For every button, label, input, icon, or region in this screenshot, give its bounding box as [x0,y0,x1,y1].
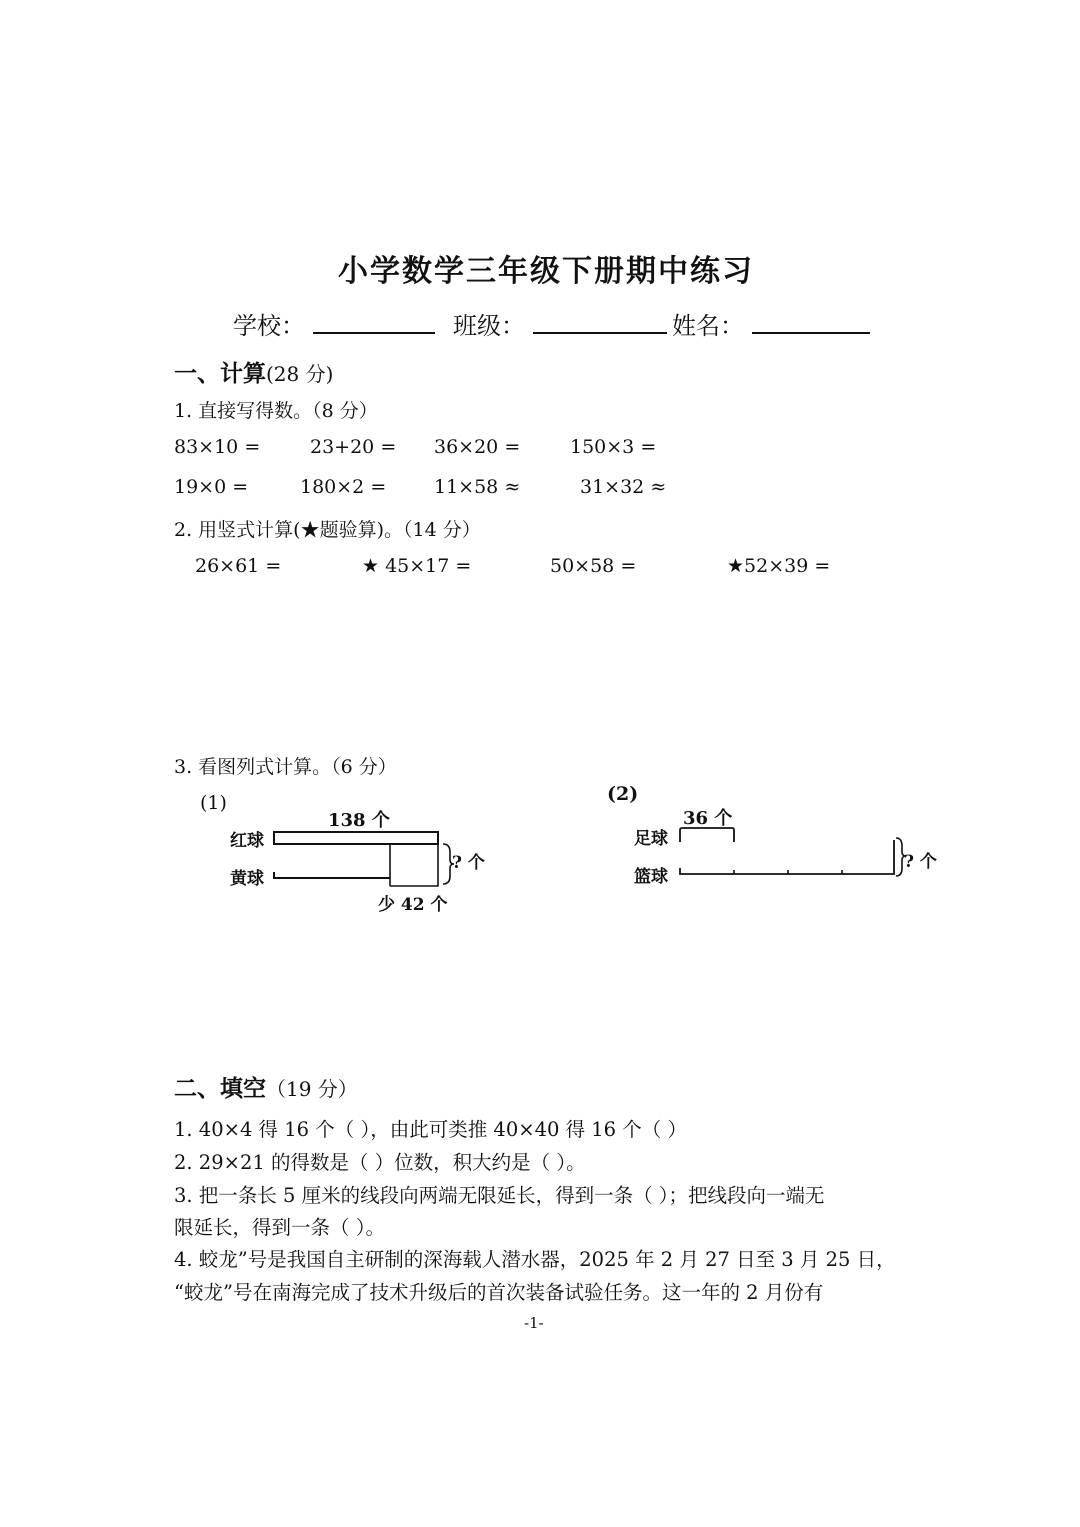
vertical-calc-item: ★52×39 = [727,555,831,577]
school-blank[interactable] [313,308,435,334]
calc-item: 11×58 ≈ [434,476,521,498]
calc-item: 19×0 = [174,476,249,498]
name-label: 姓名： [672,312,744,340]
calc-item: 83×10 = [174,436,261,458]
section1-heading [174,355,333,388]
fill-question-2: 2. 29×21 的得数是（ ）位数，积大约是（ ）。 [174,1151,586,1174]
class-label: 班级： [453,312,525,340]
section1-title: 一、计算 [174,360,266,387]
section2-title: 二、填空 [174,1075,266,1102]
fig1-top-value: 138 个 [328,810,390,831]
fig2-question: ? 个 [904,852,937,872]
calc-item: 31×32 ≈ [580,476,667,498]
fig2-basketball-bar [680,840,894,874]
fig1-diagram [260,820,460,900]
class-blank[interactable] [533,308,667,334]
fig1-label: (1) [200,792,227,814]
fill-question-3: 3. 把一条长 5 厘米的线段向两端无限延长，得到一条（ ）；把线段向一端无 [174,1184,825,1207]
fig1-red-bar [274,832,438,844]
vertical-calc-item: 50×58 = [550,555,637,577]
fig2-label: (2) [607,783,639,805]
fig2-brace [896,838,906,876]
fig1-brace [443,844,454,884]
fill-question-4: 4. 蛟龙”号是我国自主研制的深海载人潜水器，2025 年 2 月 27 日至 3 月 25 日， [174,1248,896,1271]
page-title: 小学数学三年级下册期中练习 [338,254,754,289]
vertical-calc-item: 26×61 = [195,555,282,577]
q3-instruction: 3. 看图列式计算。（6 分） [174,756,397,778]
fig1-yellow-label: 黄球 [230,869,264,889]
calc-item: 36×20 = [434,436,521,458]
name-field [672,306,870,341]
fig1-question: ? 个 [452,853,485,873]
fig2-basketball-label: 篮球 [634,867,668,887]
page-number: -1- [524,1314,544,1332]
fill-question-3-cont: 限延长，得到一条（ ）。 [174,1216,385,1239]
calc-item: 23+20 = [310,436,397,458]
fig2-football-label: 足球 [634,829,668,849]
q2-instruction: 2. 用竖式计算(★题验算)。（14 分） [174,519,481,541]
section2-heading [174,1070,358,1103]
class-field [453,306,667,341]
calc-item: 150×3 = [570,436,657,458]
fig1-diff: 少 42 个 [378,895,448,915]
fig2-football-bar [680,828,734,842]
calc-item: 180×2 = [300,476,387,498]
section2-points: （19 分） [266,1077,358,1101]
fig1-diff-bracket [390,844,438,886]
fig1-yellow-bar [274,872,390,878]
school-field [233,306,435,341]
vertical-calc-item: ★ 45×17 = [362,555,472,577]
fig2-top-value: 36 个 [683,808,733,829]
name-blank[interactable] [752,308,870,334]
q1-instruction: 1. 直接写得数。（8 分） [174,400,378,422]
section1-points: (28 分) [266,362,334,386]
fig1-red-label: 红球 [230,831,264,851]
school-label: 学校： [233,312,305,340]
fill-question-1: 1. 40×4 得 16 个（ ），由此可类推 40×40 得 16 个（ ） [174,1118,687,1141]
fig2-diagram [670,820,910,890]
fill-question-4-cont: “蛟龙”号在南海完成了技术升级后的首次装备试验任务。这一年的 2 月份有 [174,1281,824,1304]
